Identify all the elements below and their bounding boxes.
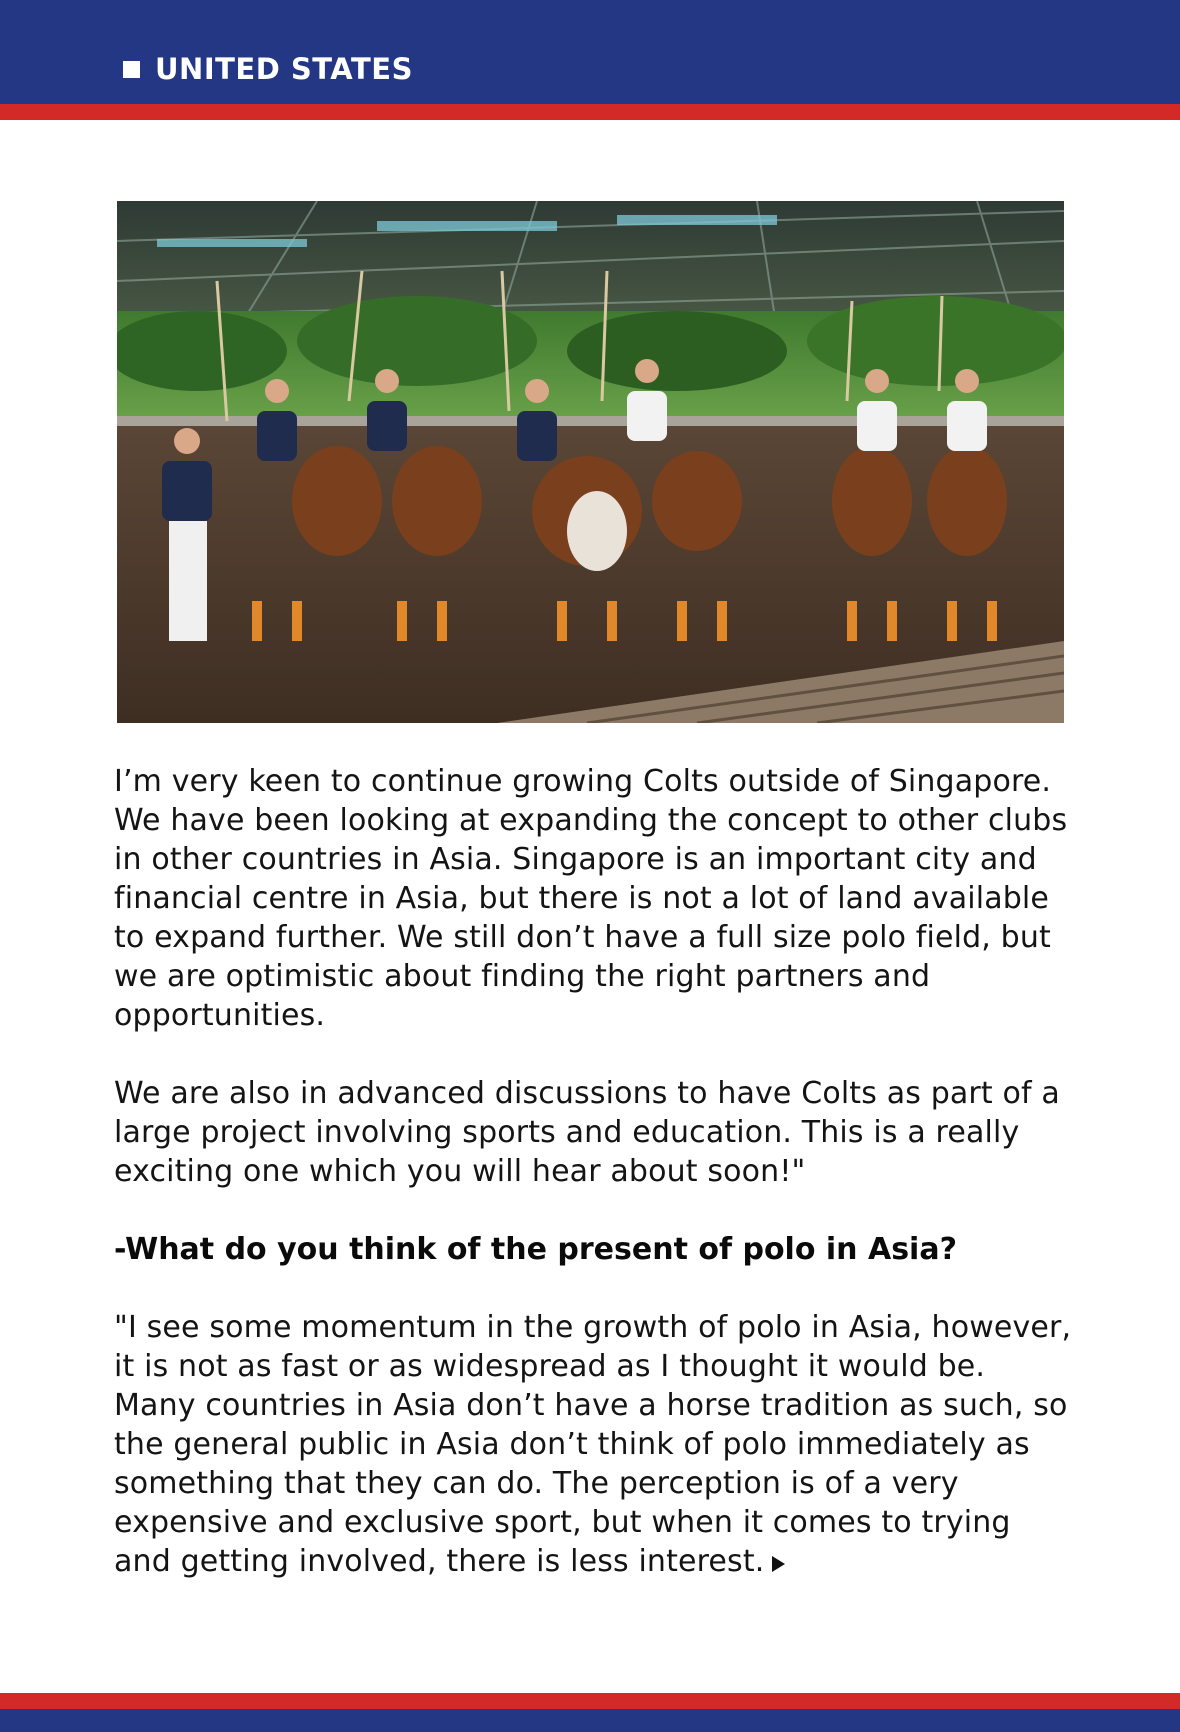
footer-band bbox=[0, 1709, 1180, 1732]
article-paragraph-text: "I see some momentum in the growth of polo in Asia, however, it is not as fast or as widespread as I thought it would be. Many countries in Asia don’t have a horse tradition as such, so the general public in Asia don’t think of polo immediately as something that they can do. The perception is of a very expensive and exclusive sport, but when it comes to trying and getting involved, there is less interest. bbox=[114, 1310, 1072, 1579]
play-triangle-icon bbox=[772, 1556, 785, 1572]
header-stripe bbox=[0, 104, 1180, 120]
interview-question: -What do you think of the present of polo in Asia? bbox=[114, 1232, 957, 1267]
article-paragraph: We are also in advanced discussions to have Colts as part of a large project involving sports and education. This is a really exciting one which you will hear about soon!" bbox=[114, 1076, 1060, 1189]
section-square-icon bbox=[123, 61, 140, 78]
article-body bbox=[114, 762, 1074, 1620]
polo-team-photo bbox=[117, 201, 1064, 723]
footer-stripe bbox=[0, 1693, 1180, 1709]
article-paragraph-last bbox=[114, 1308, 1074, 1581]
article-paragraph: I’m very keen to continue growing Colts outside of Singapore. We have been looking at expanding the concept to other clubs in other countries in Asia. Singapore is an important city and financial centre in Asia, but there is not a lot of land available to expand further. We still don’t have a full size polo field, but we are optimistic about finding the right partners and opportunities. bbox=[114, 764, 1068, 1033]
section-label: UNITED STATES bbox=[155, 52, 413, 86]
